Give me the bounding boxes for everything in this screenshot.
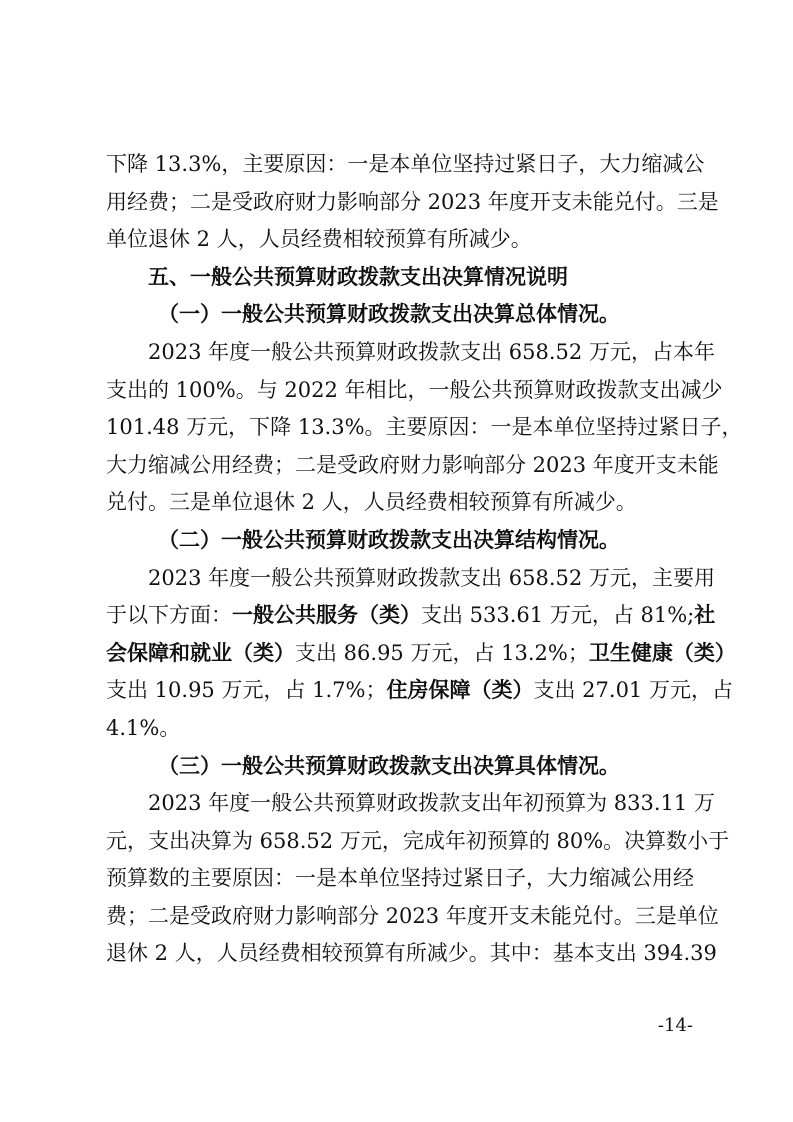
- text-line: 2023 年度一般公共预算财政拨款支出年初预算为 833.11 万: [148, 791, 715, 816]
- category-social-security-part2: 会保障和就业（类）: [106, 640, 295, 665]
- text-line: [106, 635, 736, 673]
- text-line: 兑付。三是单位退休 2 人，人员经费相较预算有所减少。: [106, 490, 637, 515]
- text-line: 支出的 100%。与 2022 年相比，一般公共预算财政拨款支出减少: [106, 377, 723, 402]
- text-line: 元，支出决算为 658.52 万元，完成年初预算的 80%。决算数小于: [106, 828, 730, 853]
- paragraph-details: [106, 785, 730, 973]
- text-line: 4.1%。: [106, 715, 181, 740]
- text-run: 支出 10.95 万元，占 1.7%；: [106, 678, 387, 703]
- section-heading-5: 五、一般公共预算财政拨款支出决算情况说明: [148, 264, 568, 289]
- text-line: [106, 597, 716, 635]
- subsection-heading-3: （三）一般公共预算财政拨款支出决算具体情况。: [158, 753, 620, 778]
- text-line: 2023 年度一般公共预算财政拨款支出 658.52 万元，占本年: [148, 339, 715, 364]
- text-line: 预算数的主要原因：一是本单位坚持过紧日子，大力缩减公用经: [106, 866, 694, 891]
- text-run: 支出 86.95 万元，占 13.2%；: [295, 640, 589, 665]
- document-body: [106, 146, 743, 973]
- category-social-security-part1: 社: [694, 603, 716, 628]
- text-line: 用经费；二是受政府财力影响部分 2023 年度开支未能兑付。三是: [106, 189, 719, 214]
- paragraph-continuation: [106, 146, 719, 259]
- text-line: 101.48 万元，下降 13.3%。主要原因：一是本单位坚持过紧日子，: [106, 415, 743, 440]
- subsection-heading-2: （二）一般公共预算财政拨款支出决算结构情况。: [158, 527, 620, 552]
- text-line: 2023 年度一般公共预算财政拨款支出 658.52 万元，主要用: [148, 565, 715, 590]
- text-line: 费；二是受政府财力影响部分 2023 年度开支未能兑付。三是单位: [106, 903, 719, 928]
- category-health: 卫生健康（类）: [588, 640, 736, 665]
- subsection-heading-1: （一）一般公共预算财政拨款支出决算总体情况。: [158, 302, 620, 327]
- page-number: -14-: [657, 1015, 693, 1036]
- paragraph-overall: [106, 334, 743, 522]
- text-line: 下降 13.3%，主要原因：一是本单位坚持过紧日子，大力缩减公: [106, 152, 705, 176]
- category-general-public-services: 一般公共服务（类）: [232, 603, 421, 628]
- text-run: 于以下方面：: [106, 603, 232, 628]
- paragraph-structure: [106, 560, 736, 748]
- text-line: [106, 672, 733, 710]
- text-run: 支出 27.01 万元，占: [533, 678, 733, 703]
- category-housing: 住房保障（类）: [386, 678, 534, 703]
- text-run: 支出 533.61 万元，占 81%;: [421, 603, 695, 628]
- text-line: 大力缩减公用经费；二是受政府财力影响部分 2023 年度开支未能: [106, 452, 719, 477]
- text-line: 退休 2 人，人员经费相较预算有所减少。其中：基本支出 394.39: [106, 941, 717, 966]
- text-line: 单位退休 2 人，人员经费相较预算有所减少。: [106, 227, 532, 252]
